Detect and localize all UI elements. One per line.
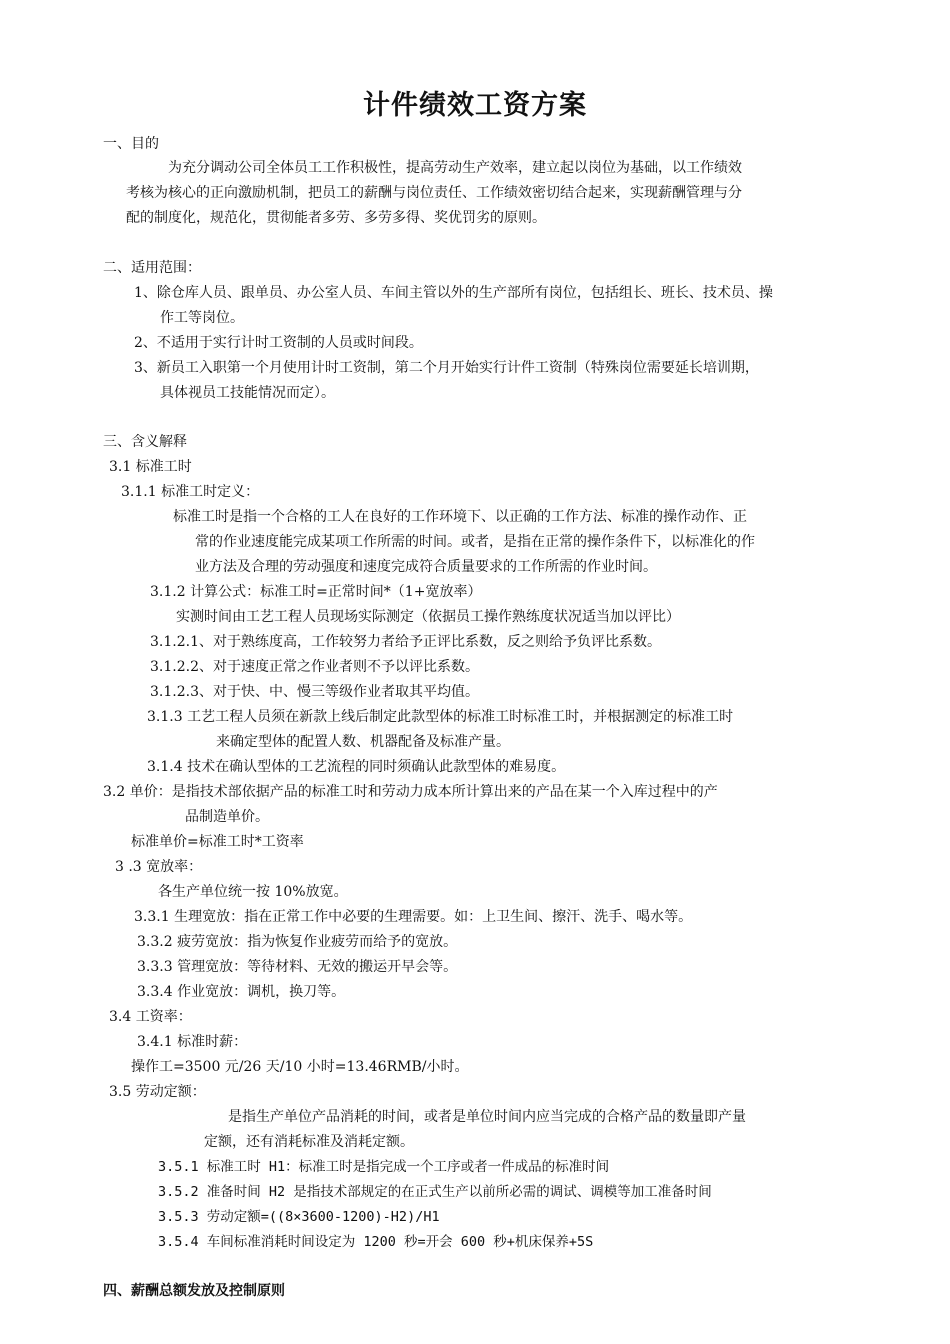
subsection-heading: 3 .3 宽放率：	[115, 859, 203, 875]
list-item: 3.1.2.3、对于快、中、慢三等级作业者取其平均值。	[150, 684, 479, 700]
paragraph-line: 配的制度化，规范化，贯彻能者多劳、多劳多得、奖优罚劣的原则。	[126, 210, 546, 226]
paragraph-line: 定额，还有消耗标准及消耗定额。	[204, 1134, 414, 1150]
paragraph-line: 实测时间由工艺工程人员现场实际测定（依据员工操作熟练度状况适当加以评比）	[176, 609, 680, 625]
subsection-heading: 3.4 工资率：	[109, 1009, 192, 1025]
paragraph-line: 是指生产单位产品消耗的时间，或者是单位时间内应当完成的合格产品的数量即产量	[228, 1109, 746, 1125]
paragraph-line: 业方法及合理的劳动强度和速度完成符合质量要求的工作所需的作业时间。	[195, 559, 657, 575]
list-item: 3.5.1 标准工时 H1：标准工时是指完成一个工序或者一件成品的标准时间	[158, 1159, 610, 1175]
subsection-heading: 3.4.1 标准时薪：	[137, 1034, 248, 1050]
list-item-continued: 具体视员工技能情况而定）。	[160, 385, 335, 401]
paragraph-line: 考核为核心的正向激励机制，把员工的薪酬与岗位责任、工作绩效密切结合起来，实现薪酬管理与分	[126, 185, 742, 201]
list-item: 1、除仓库人员、跟单员、办公室人员、车间主管以外的生产部所有岗位，包括组长、班长、技术员、操	[134, 285, 773, 301]
paragraph-line: 品制造单价。	[185, 809, 269, 825]
subsection-heading: 3.1 标准工时	[109, 459, 192, 475]
section-3-heading: 三、含义解释	[103, 434, 187, 450]
paragraph-line: 各生产单位统一按 10%放宽。	[158, 884, 348, 900]
subsection-heading: 3.2 单价：是指技术部依据产品的标准工时和劳动力成本所计算出来的产品在某一个入库过程中的产	[103, 784, 718, 800]
paragraph-line: 常的作业速度能完成某项工作所需的时间。或者，是指在正常的操作条件下，以标准化的作	[195, 534, 755, 550]
subsection-heading: 3.1.1 标准工时定义：	[121, 484, 260, 500]
list-item: 3.5.3 劳动定额=((8×3600-1200)-H2)/H1	[158, 1209, 440, 1225]
formula-line: 操作工=3500 元/26 天/10 小时=13.46RMB/小时。	[131, 1059, 469, 1075]
paragraph-line: 标准工时是指一个合格的工人在良好的工作环境下、以正确的工作方法、标准的操作动作、正	[173, 509, 747, 525]
list-item: 3.3.3 管理宽放：等待材料、无效的搬运开早会等。	[137, 959, 458, 975]
section-4-heading: 四、薪酬总额发放及控制原则	[103, 1283, 285, 1299]
list-item: 3.5.2 准备时间 H2 是指技术部规定的在正式生产以前所必需的调试、调模等加工准备时间	[158, 1184, 712, 1200]
list-item: 3、新员工入职第一个月使用计时工资制，第二个月开始实行计件工资制（特殊岗位需要延长培训期，	[134, 360, 759, 376]
list-item: 3.3.4 作业宽放：调机，换刀等。	[137, 984, 346, 1000]
section-1-heading: 一、目的	[103, 136, 159, 152]
list-item: 3.1.2.2、对于速度正常之作业者则不予以评比系数。	[150, 659, 479, 675]
paragraph-line: 来确定型体的配置人数、机器配备及标准产量。	[216, 734, 510, 750]
paragraph-line: 3.1.3 工艺工程人员须在新款上线后制定此款型体的标准工时标准工时，并根据测定的标准工时	[147, 709, 734, 725]
list-item: 3.5.4 车间标准消耗时间设定为 1200 秒=开会 600 秒+机床保养+5S	[158, 1234, 594, 1250]
list-item: 3.1.2.1、对于熟练度高，工作较努力者给予正评比系数，反之则给予负评比系数。	[150, 634, 661, 650]
list-item: 3.3.1 生理宽放：指在正常工作中必要的生理需要。如：上卫生间、擦汗、洗手、喝水等。	[134, 909, 693, 925]
section-2-heading: 二、适用范围：	[103, 260, 201, 276]
formula-line: 3.1.2 计算公式：标准工时=正常时间*（1+宽放率）	[150, 584, 482, 600]
formula-line: 标准单价=标准工时*工资率	[131, 834, 304, 850]
list-item: 2、不适用于实行计时工资制的人员或时间段。	[134, 335, 423, 351]
document-title: 计件绩效工资方案	[363, 90, 587, 121]
list-item-continued: 作工等岗位。	[160, 310, 244, 326]
subsection-heading: 3.5 劳动定额：	[109, 1084, 206, 1100]
paragraph-line: 3.1.4 技术在确认型体的工艺流程的同时须确认此款型体的难易度。	[147, 759, 566, 775]
paragraph-line: 为充分调动公司全体员工工作积极性，提高劳动生产效率，建立起以岗位为基础，以工作绩效	[168, 160, 742, 176]
list-item: 3.3.2 疲劳宽放：指为恢复作业疲劳而给予的宽放。	[137, 934, 458, 950]
